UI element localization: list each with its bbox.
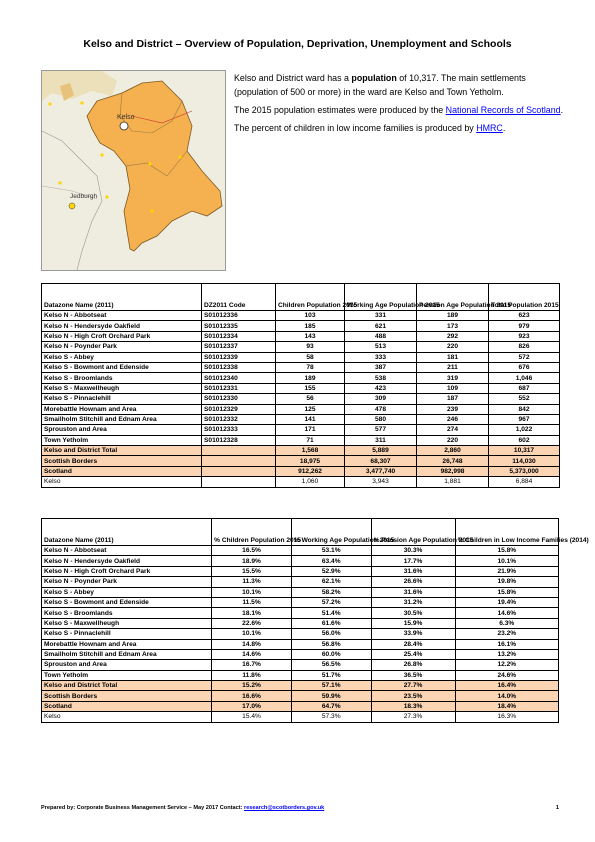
table-cell: 979 (489, 321, 560, 331)
table-cell: 21.9% (455, 566, 558, 576)
table-cell: 14.0% (455, 691, 558, 701)
table-cell: S01012329 (202, 404, 276, 414)
table-cell (202, 456, 276, 466)
table-cell: 15.9% (371, 618, 455, 628)
table-cell: 61.6% (291, 618, 371, 628)
table-cell: Kelso and District Total (42, 681, 212, 691)
table-cell: 51.4% (291, 608, 371, 618)
table-cell: 25.4% (371, 649, 455, 659)
table-cell: 15.2% (212, 681, 292, 691)
table-cell: Kelso N - Poynder Park (42, 577, 212, 587)
table-cell: 58 (276, 352, 345, 362)
table-row (42, 681, 559, 691)
table-cell: Kelso N - Hendersyde Oakfield (42, 321, 202, 331)
table-cell: 189 (276, 373, 345, 383)
table-cell: 478 (345, 404, 417, 414)
table-row (42, 477, 560, 487)
table-cell: 11.5% (212, 597, 292, 607)
table-row (42, 404, 560, 414)
population-table (41, 283, 560, 488)
table-row (42, 394, 560, 404)
table-cell: Kelso S - Broomlands (42, 373, 202, 383)
table-cell: 580 (345, 414, 417, 424)
table-cell: 826 (489, 342, 560, 352)
table-cell: S01012328 (202, 435, 276, 445)
table-cell: Kelso and District Total (42, 446, 202, 456)
table-cell: 59.9% (291, 691, 371, 701)
table-cell: 173 (417, 321, 489, 331)
table-cell: Kelso S - Maxwellheugh (42, 383, 202, 393)
table2-col-header: % Working Age Population 2015 (291, 519, 371, 546)
table-cell: 24.6% (455, 670, 558, 680)
table-cell: 10.1% (212, 629, 292, 639)
table-cell (202, 466, 276, 476)
table-row (42, 383, 560, 393)
table1-col-header: Datazone Name (2011) (42, 284, 202, 311)
table-cell: 513 (345, 342, 417, 352)
table-cell: S01012338 (202, 362, 276, 372)
table-cell: 31.6% (371, 566, 455, 576)
table-cell: 423 (345, 383, 417, 393)
table-cell: 1,881 (417, 477, 489, 487)
table-row (42, 639, 559, 649)
table-row (42, 670, 559, 680)
table-row (42, 546, 559, 556)
hmrc-link[interactable]: HMRC (476, 123, 503, 133)
table-cell: 143 (276, 331, 345, 341)
table-cell: 27.7% (371, 681, 455, 691)
table-cell: 30.3% (371, 546, 455, 556)
table-cell: 16.1% (455, 639, 558, 649)
table-cell: S01012330 (202, 394, 276, 404)
table-cell: 31.6% (371, 587, 455, 597)
table-cell: 93 (276, 342, 345, 352)
table-cell: 11.3% (212, 577, 292, 587)
table-cell: 246 (417, 414, 489, 424)
table2-col-header: % Children in Low Income Families (2014) (455, 519, 558, 546)
table-cell: 52.9% (291, 566, 371, 576)
table-cell: S01012333 (202, 425, 276, 435)
table-cell: Kelso S - Maxwellheugh (42, 618, 212, 628)
table-row (42, 466, 560, 476)
table1-col-header: Pension Age Population 2015 (417, 284, 489, 311)
table-cell: 31.2% (371, 597, 455, 607)
table-cell: Smailholm Stitchill and Ednam Area (42, 414, 202, 424)
table-row (42, 311, 560, 321)
table-cell: 189 (417, 311, 489, 321)
table-cell: 185 (276, 321, 345, 331)
table-row (42, 629, 559, 639)
table-cell: 15.8% (455, 546, 558, 556)
page-footer (41, 805, 559, 811)
table-cell: Scottish Borders (42, 456, 202, 466)
table-cell: Kelso S - Bowmont and Edenside (42, 362, 202, 372)
table-cell: 19.4% (455, 597, 558, 607)
table-cell: 621 (345, 321, 417, 331)
table-cell: Town Yetholm (42, 670, 212, 680)
table2-col-header: % Pension Age Population 2015 (371, 519, 455, 546)
table-cell: Scotland (42, 466, 202, 476)
table-cell: Kelso S - Broomlands (42, 608, 212, 618)
table-row (42, 414, 560, 424)
table-cell: 57.1% (291, 681, 371, 691)
table-cell: 56 (276, 394, 345, 404)
nrs-link[interactable]: National Records of Scotland (445, 105, 561, 115)
table-cell: 16.7% (212, 660, 292, 670)
table-cell: 26.6% (371, 577, 455, 587)
table-cell: 11.8% (212, 670, 292, 680)
table-cell: Kelso (42, 712, 212, 722)
table-cell: 14.6% (212, 649, 292, 659)
table-cell: S01012340 (202, 373, 276, 383)
table-cell: Kelso S - Pinnaclehill (42, 629, 212, 639)
table-cell: 18.3% (371, 701, 455, 711)
page-title: Kelso and District – Overview of Population, Deprivation, Unemployment and Schools (83, 38, 512, 50)
table-cell: 30.5% (371, 608, 455, 618)
table-cell: Scotland (42, 701, 212, 711)
table-cell: 18.4% (455, 701, 558, 711)
table-cell: 16.4% (455, 681, 558, 691)
table-cell: 51.7% (291, 670, 371, 680)
table-cell: S01012337 (202, 342, 276, 352)
table-cell: 58.2% (291, 587, 371, 597)
page-number: 1 (555, 805, 559, 811)
table-cell: 33.9% (371, 629, 455, 639)
table-cell: 552 (489, 394, 560, 404)
table-cell: 18.9% (212, 556, 292, 566)
table-cell: 3,943 (345, 477, 417, 487)
table-cell: 982,998 (417, 466, 489, 476)
table-cell: 53.1% (291, 546, 371, 556)
table-cell: 15.4% (212, 712, 292, 722)
table-row (42, 342, 560, 352)
table-row (42, 712, 559, 722)
percentage-table-header (42, 519, 559, 546)
table-cell: Kelso (42, 477, 202, 487)
table-cell: 311 (345, 435, 417, 445)
table-cell: 63.4% (291, 556, 371, 566)
table-cell: Kelso S - Bowmont and Edenside (42, 597, 212, 607)
table-row (42, 446, 560, 456)
table-cell: 1,568 (276, 446, 345, 456)
table-cell: 171 (276, 425, 345, 435)
intro-paragraph-nrs: The 2015 population estimates were produced by the National Records of Scotland. (234, 105, 564, 115)
table-cell (202, 446, 276, 456)
table-row (42, 618, 559, 628)
table-cell: Kelso N - Poynder Park (42, 342, 202, 352)
table-row (42, 597, 559, 607)
table-row (42, 649, 559, 659)
table-row (42, 352, 560, 362)
table-cell: 220 (417, 342, 489, 352)
map-label-jedburgh: Jedburgh (70, 193, 98, 200)
percentage-table (41, 518, 589, 723)
table-cell: 68,307 (345, 456, 417, 466)
table-cell: 687 (489, 383, 560, 393)
table-cell: 538 (345, 373, 417, 383)
contact-email-link[interactable]: research@scotborders.gov.uk (244, 805, 325, 811)
table-cell: 923 (489, 331, 560, 341)
table-row (42, 435, 560, 445)
ward-map-graphic (42, 71, 225, 270)
table-cell: 3,477,740 (345, 466, 417, 476)
table-cell: 623 (489, 311, 560, 321)
table-cell: 28.4% (371, 639, 455, 649)
table2-col-header: Datazone Name (2011) (42, 519, 212, 546)
table-cell: 676 (489, 362, 560, 372)
intro-paragraph-hmrc: The percent of children in low income families is produced by HMRC. (234, 123, 506, 133)
table-cell: 239 (417, 404, 489, 414)
footer-text: Prepared by: Corporate Business Management Service – May 2017 Contact: (41, 805, 245, 811)
table-cell: Kelso S - Abbey (42, 587, 212, 597)
table-cell: 2,860 (417, 446, 489, 456)
table1-col-header: DZ2011 Code (202, 284, 276, 311)
table-cell: Scottish Borders (42, 691, 212, 701)
table-cell: 1,046 (489, 373, 560, 383)
table-cell: 114,030 (489, 456, 560, 466)
table-cell: Kelso N - High Croft Orchard Park (42, 331, 202, 341)
table-cell (202, 477, 276, 487)
table-cell: 26,748 (417, 456, 489, 466)
table-cell: Kelso N - Abbotseat (42, 546, 212, 556)
table-row (42, 660, 559, 670)
table-cell: 26.8% (371, 660, 455, 670)
table-cell: S01012335 (202, 321, 276, 331)
table-row (42, 587, 559, 597)
table-cell: Sprouston and Area (42, 425, 202, 435)
table-cell: 141 (276, 414, 345, 424)
table-row (42, 691, 559, 701)
table-row (42, 362, 560, 372)
table-cell: 155 (276, 383, 345, 393)
table-cell: 17.7% (371, 556, 455, 566)
table-cell: 309 (345, 394, 417, 404)
table-cell: 36.5% (371, 670, 455, 680)
table-cell: 333 (345, 352, 417, 362)
table-cell: 10.1% (212, 587, 292, 597)
table-cell: 14.8% (212, 639, 292, 649)
table-cell: 274 (417, 425, 489, 435)
table-cell: 187 (417, 394, 489, 404)
table-cell: 331 (345, 311, 417, 321)
table-cell: S01012332 (202, 414, 276, 424)
table2-col-header: % Children Population 2015 (212, 519, 292, 546)
table-cell: 5,373,000 (489, 466, 560, 476)
table-cell: 60.0% (291, 649, 371, 659)
table-cell: 56.0% (291, 629, 371, 639)
table-cell: 181 (417, 352, 489, 362)
table-cell: 57.3% (291, 712, 371, 722)
table-cell: 18.1% (212, 608, 292, 618)
table-cell: 16.3% (455, 712, 558, 722)
table-row (42, 556, 559, 566)
table-row (42, 456, 560, 466)
intro-text (234, 71, 564, 139)
table-cell: 211 (417, 362, 489, 372)
table-cell: S01012334 (202, 331, 276, 341)
table-row (42, 331, 560, 341)
table-cell: 5,889 (345, 446, 417, 456)
table-cell: 10.1% (455, 556, 558, 566)
table-row (42, 321, 560, 331)
table-cell: 14.6% (455, 608, 558, 618)
table1-col-header: Children Population 2015 (276, 284, 345, 311)
map-label-kelso: Kelso (117, 114, 135, 121)
intro-paragraph-population: Kelso and District ward has a population of 10,317. The main settlements (population of 500 or more) in the ward are Kelso and Town Yetholm. (234, 73, 526, 97)
table-cell: 78 (276, 362, 345, 372)
table-cell: 1,060 (276, 477, 345, 487)
table-cell: 16.6% (212, 691, 292, 701)
table-row (42, 701, 559, 711)
table-cell: 220 (417, 435, 489, 445)
population-table-header (42, 284, 560, 311)
table-row (42, 373, 560, 383)
table-cell: 23.5% (371, 691, 455, 701)
table-row (42, 566, 559, 576)
table-cell: S01012331 (202, 383, 276, 393)
table-cell: S01012339 (202, 352, 276, 362)
table-cell: 16.5% (212, 546, 292, 556)
table-cell: 109 (417, 383, 489, 393)
table-cell: 103 (276, 311, 345, 321)
table-cell: 1,022 (489, 425, 560, 435)
table-cell: 19.8% (455, 577, 558, 587)
table-cell: 71 (276, 435, 345, 445)
table-cell: 27.3% (371, 712, 455, 722)
table-cell: Morebattle Hownam and Area (42, 639, 212, 649)
table-row (42, 425, 560, 435)
table-cell: 967 (489, 414, 560, 424)
table-cell: 23.2% (455, 629, 558, 639)
table-cell: 319 (417, 373, 489, 383)
table-cell: 15.8% (455, 587, 558, 597)
table-cell: Kelso S - Pinnaclehill (42, 394, 202, 404)
table-cell: 56.8% (291, 639, 371, 649)
table-cell: 6.3% (455, 618, 558, 628)
table-cell: Town Yetholm (42, 435, 202, 445)
ward-map (41, 70, 226, 271)
table-cell: 842 (489, 404, 560, 414)
table-cell: Kelso N - Abbotseat (42, 311, 202, 321)
table-cell: 602 (489, 435, 560, 445)
table-row (42, 577, 559, 587)
table-cell: 6,884 (489, 477, 560, 487)
table-cell: 488 (345, 331, 417, 341)
table-cell: 17.0% (212, 701, 292, 711)
table-cell: 292 (417, 331, 489, 341)
table1-col-header: Working Age Population 2015 (345, 284, 417, 311)
table-cell: Kelso N - High Croft Orchard Park (42, 566, 212, 576)
table-cell: 62.1% (291, 577, 371, 587)
table-cell: 125 (276, 404, 345, 414)
table-cell: 18,975 (276, 456, 345, 466)
table-cell: 912,262 (276, 466, 345, 476)
table-cell: 387 (345, 362, 417, 372)
table-row (42, 608, 559, 618)
table-cell: 12.2% (455, 660, 558, 670)
table-cell: 22.6% (212, 618, 292, 628)
table-cell: Smailholm Stitchill and Ednam Area (42, 649, 212, 659)
table-cell: 572 (489, 352, 560, 362)
table-cell: S01012336 (202, 311, 276, 321)
table-cell: Kelso N - Hendersyde Oakfield (42, 556, 212, 566)
table-cell: 577 (345, 425, 417, 435)
table-cell: Sprouston and Area (42, 660, 212, 670)
table-cell: 13.2% (455, 649, 558, 659)
table-cell: Morebattle Hownam and Area (42, 404, 202, 414)
table-cell: 10,317 (489, 446, 560, 456)
table-cell: 64.7% (291, 701, 371, 711)
table-cell: 56.5% (291, 660, 371, 670)
table-cell: Kelso S - Abbey (42, 352, 202, 362)
table1-col-header: Total Population 2015 (489, 284, 560, 311)
table-cell: 57.2% (291, 597, 371, 607)
table-cell: 15.5% (212, 566, 292, 576)
